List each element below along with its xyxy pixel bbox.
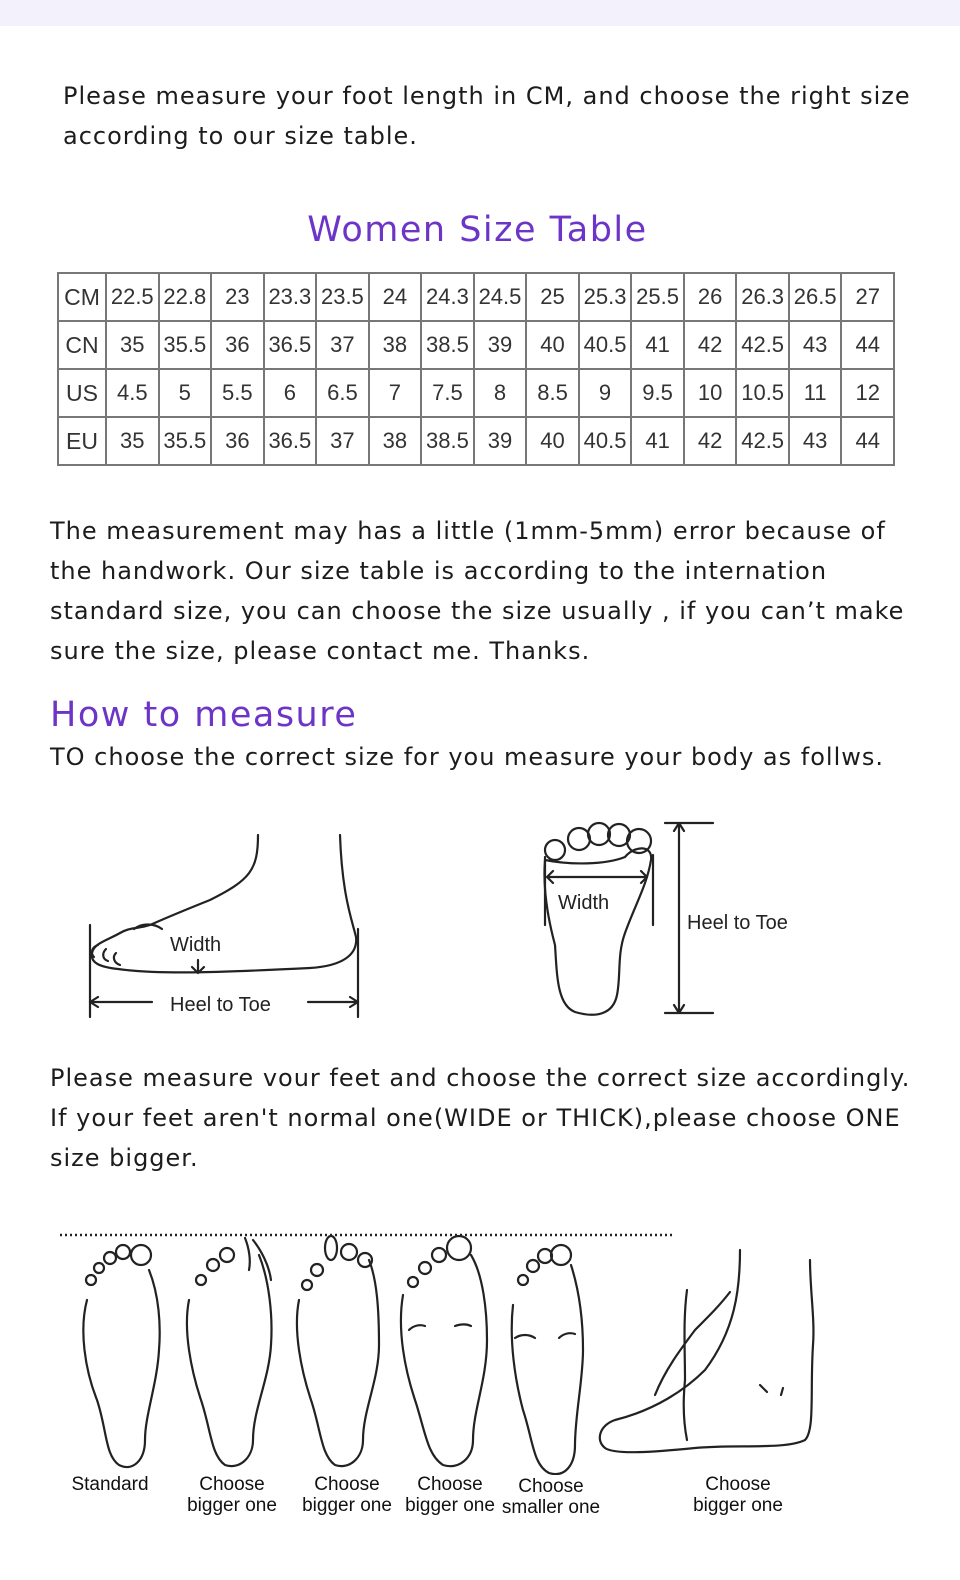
top-band <box>0 0 960 26</box>
size-cell: 23 <box>211 273 264 321</box>
size-cell: 27 <box>841 273 894 321</box>
sole-outline <box>544 848 651 1014</box>
caption-line1: Choose <box>199 1474 265 1495</box>
row-header: CM <box>58 273 106 321</box>
size-cell: 40.5 <box>579 417 632 465</box>
size-cell: 24.5 <box>474 273 527 321</box>
size-cell: 10 <box>684 369 737 417</box>
size-cell: 35.5 <box>159 321 212 369</box>
caption-standard <box>55 1464 165 1495</box>
size-cell: 41 <box>631 321 684 369</box>
size-cell: 24.3 <box>421 273 474 321</box>
size-cell: 40.5 <box>579 321 632 369</box>
size-cell: 6.5 <box>316 369 369 417</box>
size-cell: 39 <box>474 321 527 369</box>
size-cell: 24 <box>369 273 422 321</box>
size-cell: 12 <box>841 369 894 417</box>
caption-line2: bigger one <box>302 1495 392 1516</box>
size-cell: 25.3 <box>579 273 632 321</box>
size-row-cn <box>58 321 894 369</box>
size-cell: 26.5 <box>789 273 842 321</box>
size-cell: 40 <box>526 321 579 369</box>
row-header: CN <box>58 321 106 369</box>
size-cell: 8.5 <box>526 369 579 417</box>
size-row-us <box>58 369 894 417</box>
size-cell: 5.5 <box>211 369 264 417</box>
size-cell: 38 <box>369 417 422 465</box>
foot-types-illustration <box>55 1220 825 1475</box>
size-table-title: Women Size Table <box>307 210 648 250</box>
size-cell: 36.5 <box>264 417 317 465</box>
size-cell: 42.5 <box>736 417 789 465</box>
size-cell: 44 <box>841 417 894 465</box>
size-cell: 8 <box>474 369 527 417</box>
caption-line2: smaller one <box>501 1497 601 1518</box>
foot-outline <box>92 835 356 972</box>
caption-wide-toes <box>177 1474 287 1516</box>
caption-long-toe <box>292 1474 402 1516</box>
sole-width-label: Width <box>558 892 610 914</box>
caption-line1: Choose <box>705 1474 771 1495</box>
size-cell: 43 <box>789 321 842 369</box>
size-cell: 9.5 <box>631 369 684 417</box>
caption-wide-sole <box>395 1474 505 1516</box>
size-cell: 36.5 <box>264 321 317 369</box>
caption-standard-line2: Standard <box>71 1474 149 1495</box>
size-cell: 22.5 <box>106 273 159 321</box>
size-cell: 38.5 <box>421 417 474 465</box>
caption-line2: bigger one <box>187 1495 277 1516</box>
size-cell: 36 <box>211 321 264 369</box>
advice-text: Please measure vour feet and choose the correct size accordingly. If your feet aren't normal one(WIDE or THICK),please choose ONE size bigger. <box>50 1064 911 1172</box>
size-cell: 38 <box>369 321 422 369</box>
how-to-measure-title: How to measure <box>50 695 358 735</box>
size-cell: 25 <box>526 273 579 321</box>
size-row-cm <box>58 273 894 321</box>
size-cell: 7 <box>369 369 422 417</box>
size-cell: 26 <box>684 273 737 321</box>
size-cell: 38.5 <box>421 321 474 369</box>
caption-high-instep <box>683 1474 793 1516</box>
size-cell: 35 <box>106 417 159 465</box>
side-width-label: Width <box>170 934 222 956</box>
size-cell: 39 <box>474 417 527 465</box>
size-cell: 23.5 <box>316 273 369 321</box>
size-cell: 44 <box>841 321 894 369</box>
size-cell: 25.5 <box>631 273 684 321</box>
intro-text: Please measure your foot length in CM, and choose the right size according to our size table. <box>63 82 911 150</box>
caption-line1: Choose <box>314 1474 380 1495</box>
row-header: US <box>58 369 106 417</box>
size-cell: 42 <box>684 417 737 465</box>
size-cell: 10.5 <box>736 369 789 417</box>
measurement-note: The measurement may has a little (1mm-5mm) error because of the handwork. Our size table is according to the internation standard size, you can choose the size usually , if you can’t make sure the size, please contact me. Thanks. <box>50 517 905 665</box>
side-length-label: Heel to Toe <box>170 994 271 1016</box>
size-cell: 9 <box>579 369 632 417</box>
size-cell: 7.5 <box>421 369 474 417</box>
how-to-measure-subtitle: TO choose the correct size for you measure your body as follws. <box>50 743 884 771</box>
size-cell: 22.8 <box>159 273 212 321</box>
sole-foot-diagram <box>535 815 835 1025</box>
caption-line1: Choose <box>518 1476 584 1497</box>
foot-wide-toes <box>187 1238 272 1466</box>
size-table <box>57 272 895 466</box>
size-cell: 41 <box>631 417 684 465</box>
size-cell: 36 <box>211 417 264 465</box>
size-cell: 35 <box>106 321 159 369</box>
foot-narrow <box>512 1245 583 1474</box>
foot-high-instep <box>600 1250 814 1452</box>
foot-wide-sole <box>401 1236 487 1466</box>
size-cell: 23.3 <box>264 273 317 321</box>
size-cell: 37 <box>316 417 369 465</box>
caption-narrow <box>493 1476 609 1518</box>
size-cell: 6 <box>264 369 317 417</box>
side-foot-diagram <box>80 825 380 1025</box>
size-cell: 11 <box>789 369 842 417</box>
foot-standard <box>83 1245 159 1467</box>
size-cell: 35.5 <box>159 417 212 465</box>
size-cell: 40 <box>526 417 579 465</box>
row-header: EU <box>58 417 106 465</box>
size-row-eu <box>58 417 894 465</box>
size-cell: 37 <box>316 321 369 369</box>
caption-line2: bigger one <box>405 1495 495 1516</box>
caption-line2: bigger one <box>693 1495 783 1516</box>
caption-line1: Choose <box>417 1474 483 1495</box>
size-cell: 5 <box>159 369 212 417</box>
size-cell: 42 <box>684 321 737 369</box>
size-cell: 26.3 <box>736 273 789 321</box>
size-cell: 4.5 <box>106 369 159 417</box>
size-cell: 42.5 <box>736 321 789 369</box>
sole-length-label: Heel to Toe <box>687 912 788 934</box>
foot-long-toe <box>297 1236 379 1466</box>
size-cell: 43 <box>789 417 842 465</box>
